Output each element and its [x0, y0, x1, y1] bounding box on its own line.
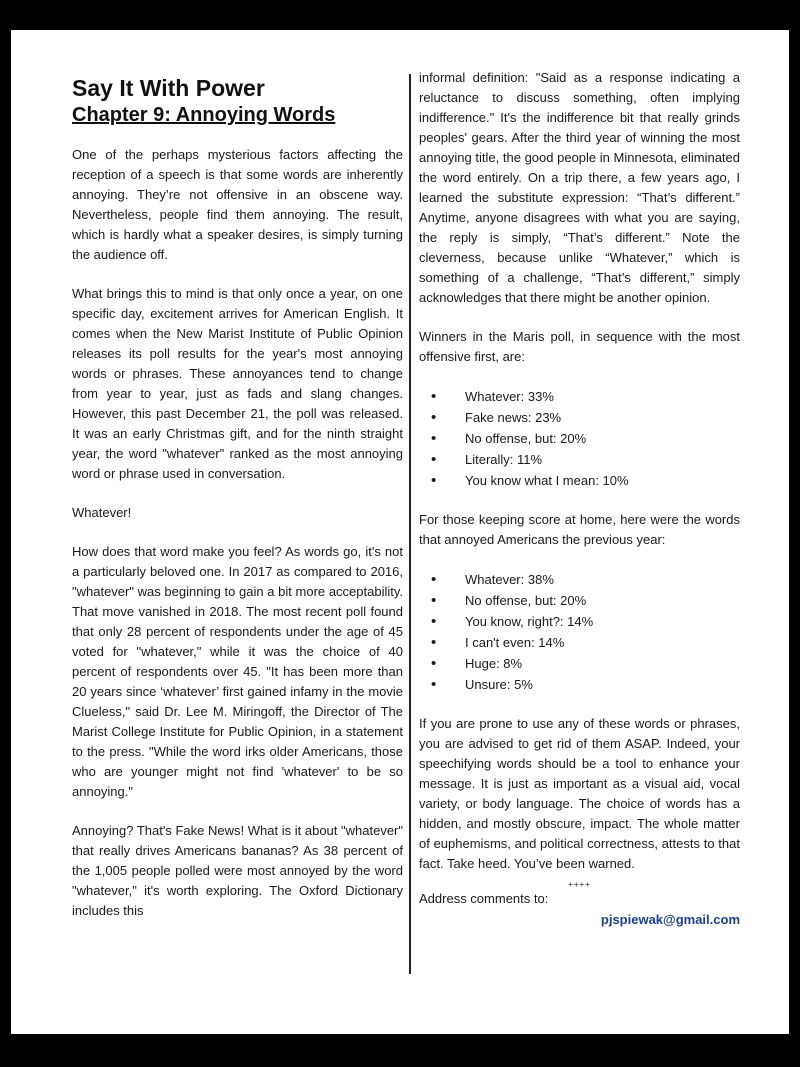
list-item: • No offense, but: 20% — [465, 590, 740, 611]
column-divider — [409, 74, 411, 974]
list-item: • Whatever: 33% — [465, 386, 740, 407]
article-page — [11, 30, 789, 1034]
paragraph: Annoying? That's Fake News! What is it about "whatever" that really drives Americans bananas? As 38 percent of the 1,005 people polled were most annoyed by the word "whatever," it's worth exploring. The Oxford Dictionary includes this — [72, 823, 403, 918]
list-item: • Literally: 11% — [465, 449, 740, 470]
paragraph: How does that word make you feel? As words go, it's not a particularly beloved one. In 2017 as compared to 2016, "whatever" was beginning to gain a bit more acceptability. That move vanished in 2018. The most recent poll found that only 28 percent of respondents under the age of 45 voted for "whatever," while it was the choice of 40 percent of respondents over 45. "It has been more than 20 years since ‘whatever’ first gained infamy in the movie Clueless," said Dr. Lee M. Miringoff, the Director of The Marist College Institute for Public Opinion, in a statement to the press. "While the word irks older Americans, those who are younger might not find 'whatever' to be so annoying." — [72, 544, 403, 799]
previous-year-list — [419, 569, 740, 695]
list-item: • No offense, but: 20% — [465, 428, 740, 449]
chapter-title: Chapter 9: Annoying Words — [72, 104, 336, 126]
paragraph: What brings this to mind is that only once a year, on one specific day, excitement arrives for American English. It comes when the New Marist Institute of Public Opinion releases its poll results for the year's most annoying words or phrases. These annoyances tend to change from year to year, just as fads and slang changes. However, this past December 21, the poll was released. It was an early Christmas gift, and for the ninth straight year, the word "whatever" ranked as the most annoying word or phrase used in conversation. — [72, 286, 403, 481]
contact-email[interactable]: pjspiewak@gmail.com — [600, 912, 740, 927]
list-item: • Unsure: 5% — [465, 674, 740, 695]
section-marker: ++++ — [568, 880, 591, 889]
paragraph: If you are prone to use any of these words or phrases, you are advised to get rid of them ASAP. Indeed, your speechifying words should be a tool to enhance your message. It is just as important as a visual aid, vocal variety, or body language. The choice of words has a hidden, and mostly obscure, impact. The whole matter of euphemisms, and political correctness, attests to that fact. Take heed. You’ve been warned. — [419, 716, 740, 871]
list-item: • I can't even: 14% — [465, 632, 740, 653]
paragraph: informal definition: "Said as a response indicating a reluctance to discuss something, often implying indifference." It's the indifference bit that really grinds peoples' gears. After the third year of winning the most annoying title, the good people in Minnesota, eliminated the word entirely. On a trip there, a few years ago, I learned the substitute expression: “That’s different.” Anytime, anyone disagrees with what you are saying, the reply is simply, “That’s different.” Note the cleverness, because unlike “Whatever,” which is something of a challenge, “That’s different,” simply acknowledges that there might be another opinion. — [419, 70, 740, 305]
list-item: • Whatever: 38% — [465, 569, 740, 590]
paragraph: Winners in the Maris poll, in sequence with the most offensive first, are: — [419, 329, 740, 364]
list-item: • Fake news: 23% — [465, 407, 740, 428]
list-item: • Huge: 8% — [465, 653, 740, 674]
paragraph: One of the perhaps mysterious factors affecting the reception of a speech is that some words are inherently annoying. They’re not offensive in an obscene way. Nevertheless, people find them annoying. The result, which is hardly what a speaker desires, is simply turning the audience off. — [72, 147, 403, 262]
right-column — [419, 70, 740, 931]
left-column — [72, 74, 403, 940]
paragraph: Whatever! — [72, 505, 132, 520]
article-title: Say It With Power — [72, 75, 265, 101]
list-item: • You know what I mean: 10% — [465, 470, 740, 491]
address-label: Address comments to: — [419, 891, 549, 906]
list-item: • You know, right?: 14% — [465, 611, 740, 632]
poll-results-list — [419, 386, 740, 491]
paragraph: For those keeping score at home, here were the words that annoyed Americans the previous year: — [419, 512, 740, 547]
